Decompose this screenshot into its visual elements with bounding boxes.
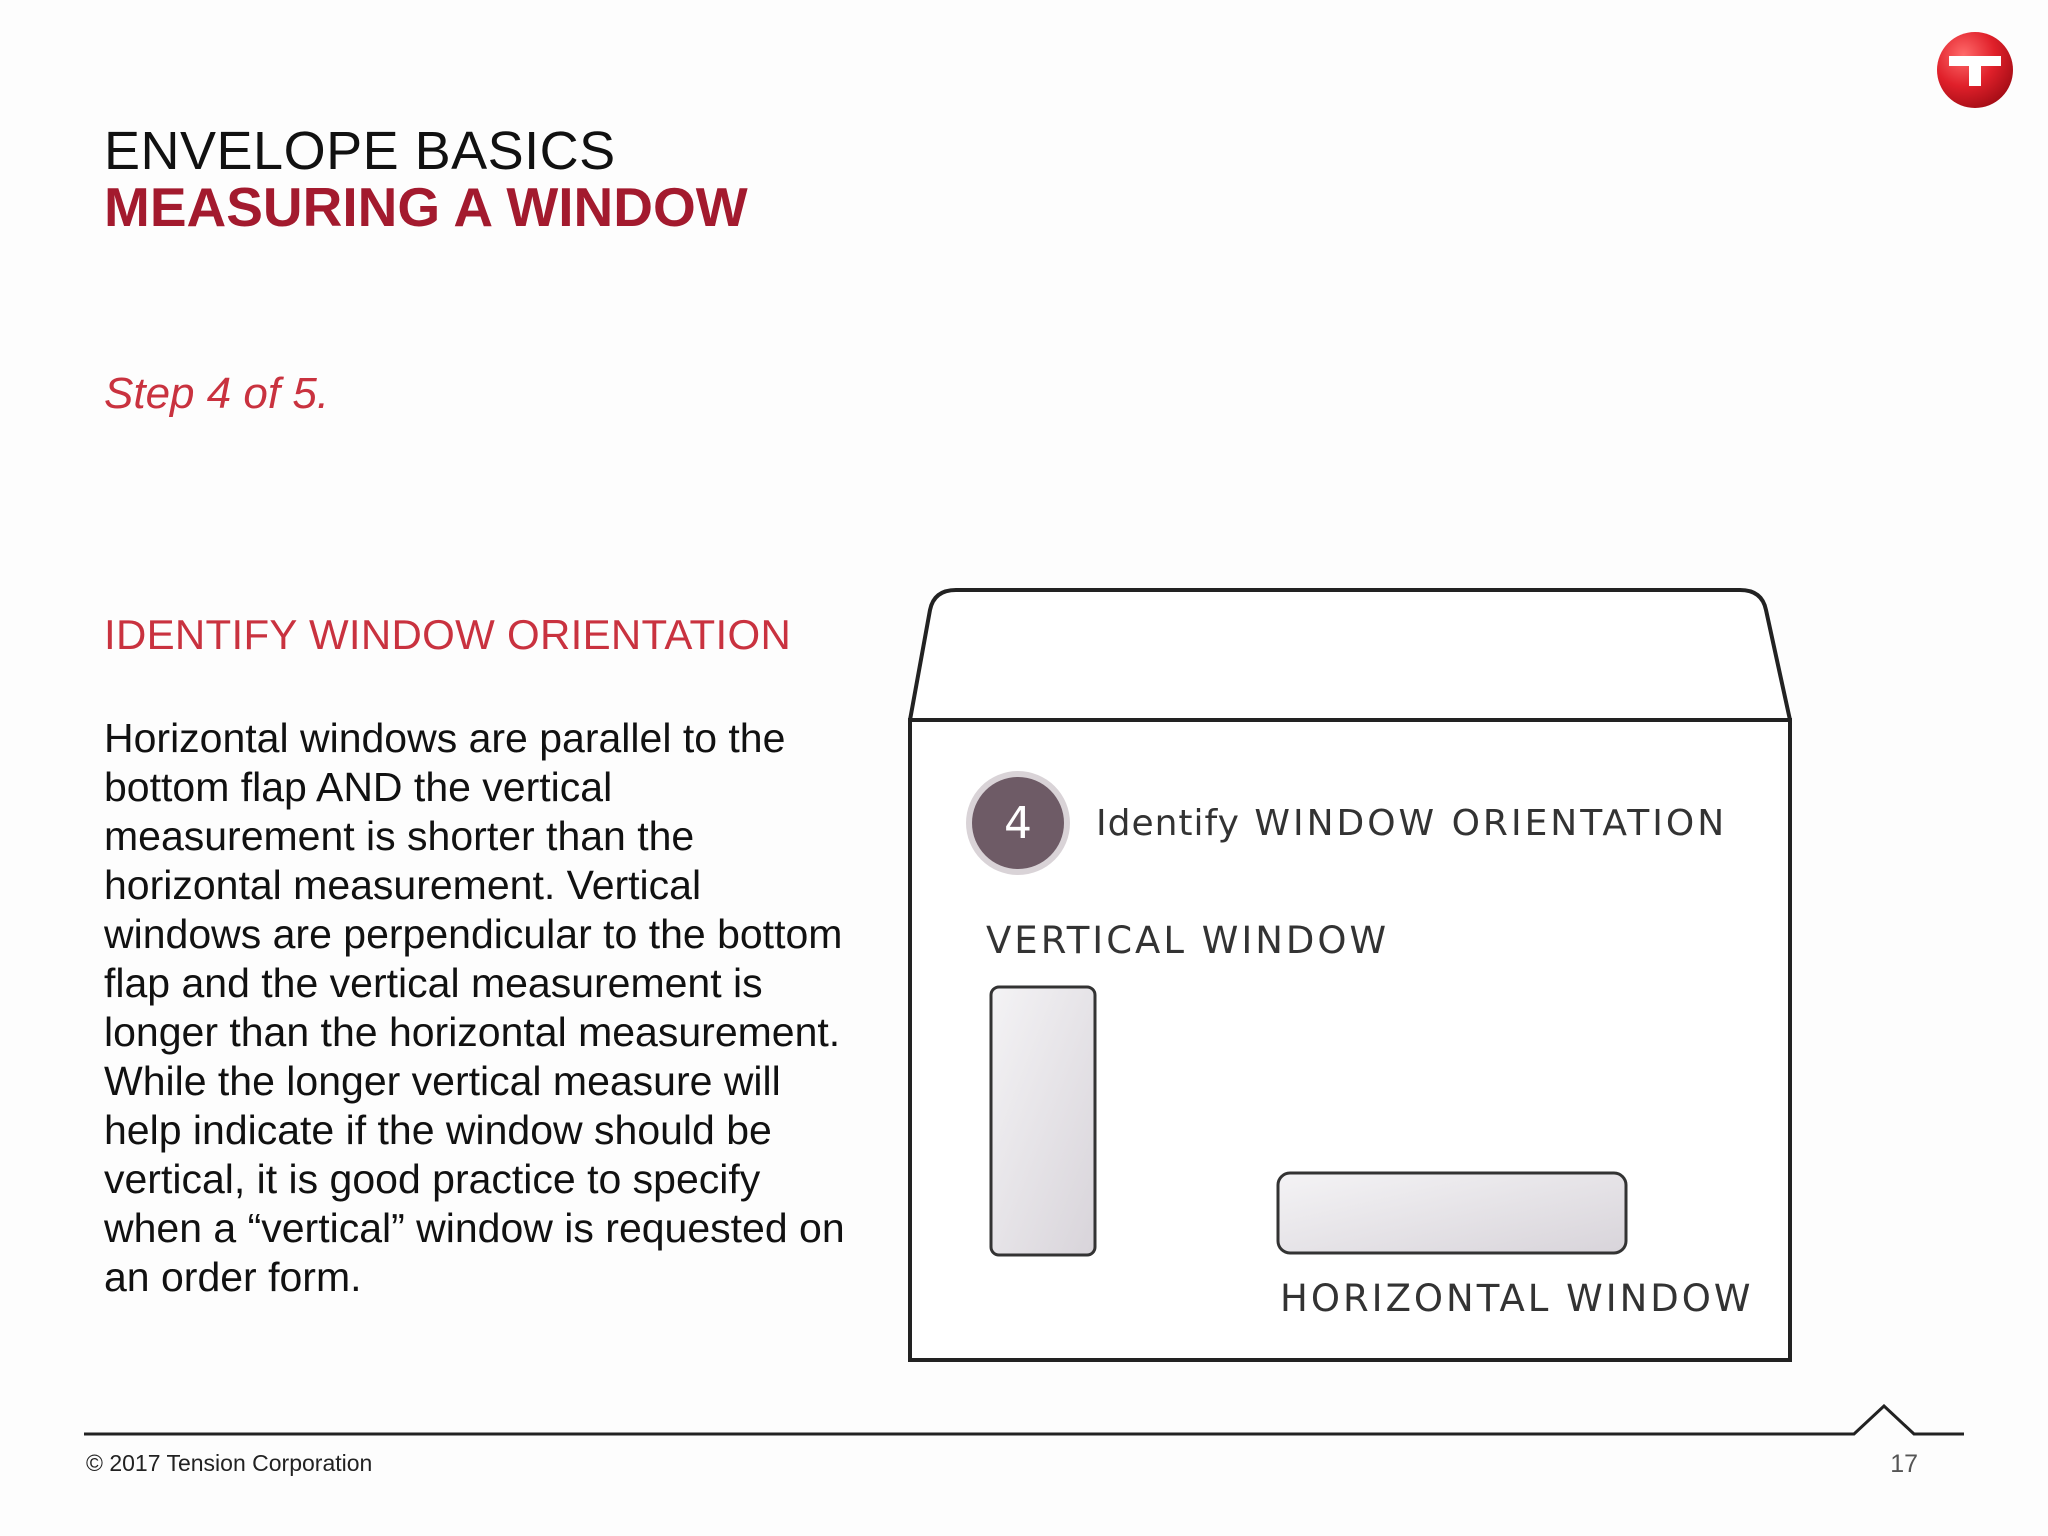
footer-divider [84,1404,1964,1444]
title-line-1: ENVELOPE BASICS [104,121,616,181]
page-number: 17 [1890,1450,1918,1478]
step-indicator: Step 4 of 5. [104,369,330,418]
copyright-text: © 2017 Tension Corporation [86,1450,373,1476]
envelope-diagram [900,580,1800,1370]
tension-logo-icon [1935,30,2015,110]
body-paragraph: Horizontal windows are parallel to the bottom flap AND the vertical measurement is shorter than the horizontal measurement. Vertical windows are perpendicular to the bottom flap and the vertical measurement is longer than the horizontal measurement. While the longer vertical measure will help indicate if the window should be vertical, it is good practice to specify when a “vertical” window is requested on an order form. [104,715,845,1300]
section-subheading: IDENTIFY WINDOW ORIENTATION [104,611,792,658]
horizontal-window-label: HORIZONTAL WINDOW [1280,1277,1754,1320]
instruction-prefix: Identify [1096,803,1240,844]
step-number-badge: 4 [972,777,1064,869]
title-line-2: MEASURING A WINDOW [104,176,748,238]
diagram-instruction [1096,803,1728,844]
instruction-main: WINDOW ORIENTATION [1254,803,1728,844]
envelope-illustration [900,580,1800,1370]
vertical-window-label: VERTICAL WINDOW [986,919,1390,962]
